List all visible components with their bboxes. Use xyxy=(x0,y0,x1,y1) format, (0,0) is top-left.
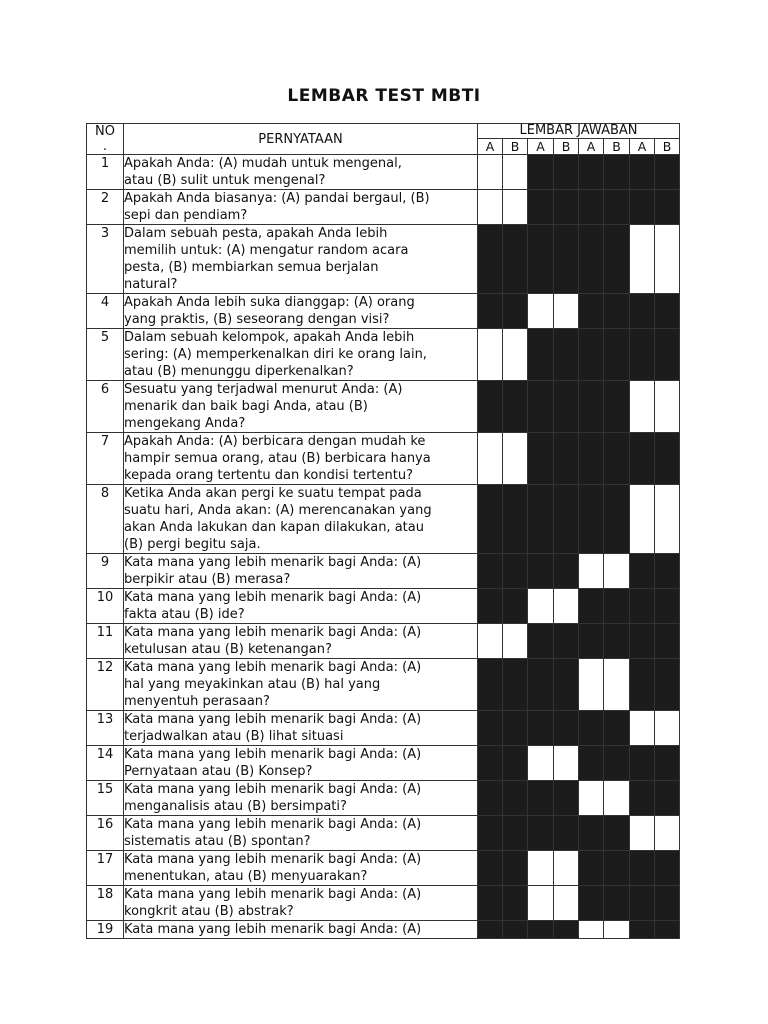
row-number: 19 xyxy=(87,921,124,939)
shaded-cell xyxy=(528,225,554,294)
shaded-cell xyxy=(478,816,503,851)
shaded-cell xyxy=(478,225,503,294)
shaded-cell xyxy=(630,746,655,781)
answer-box[interactable] xyxy=(554,886,579,921)
shaded-cell xyxy=(579,155,604,190)
answer-box[interactable] xyxy=(604,921,630,939)
question-text: Kata mana yang lebih menarik bagi Anda: (A) kongkrit atau (B) abstrak? xyxy=(124,886,478,921)
answer-box[interactable] xyxy=(478,433,503,485)
shaded-cell xyxy=(503,554,528,589)
question-text: Kata mana yang lebih menarik bagi Anda: (A) terjadwalkan atau (B) lihat situasi xyxy=(124,711,478,746)
table-row xyxy=(87,781,680,816)
shaded-cell xyxy=(630,155,655,190)
table-row xyxy=(87,554,680,589)
answer-box[interactable] xyxy=(630,711,655,746)
shaded-cell xyxy=(579,190,604,225)
answer-box[interactable] xyxy=(604,554,630,589)
shaded-cell xyxy=(528,554,554,589)
shaded-cell xyxy=(503,381,528,433)
answer-box[interactable] xyxy=(579,781,604,816)
answer-box[interactable] xyxy=(554,294,579,329)
shaded-cell xyxy=(554,711,579,746)
shaded-cell xyxy=(554,485,579,554)
header-answer-col: A xyxy=(579,139,604,155)
shaded-cell xyxy=(630,554,655,589)
answer-box[interactable] xyxy=(579,554,604,589)
shaded-cell xyxy=(655,155,680,190)
header-answer-col: B xyxy=(554,139,579,155)
shaded-cell xyxy=(579,433,604,485)
answer-box[interactable] xyxy=(655,485,680,554)
question-text: Dalam sebuah kelompok, apakah Anda lebih sering: (A) memperkenalkan diri ke orang lain, atau (B) menunggu diperkenalkan? xyxy=(124,329,478,381)
table-row xyxy=(87,381,680,433)
shaded-cell xyxy=(579,711,604,746)
header-no: NO . xyxy=(87,124,124,155)
table-row xyxy=(87,851,680,886)
shaded-cell xyxy=(604,225,630,294)
answer-box[interactable] xyxy=(503,329,528,381)
shaded-cell xyxy=(630,921,655,939)
shaded-cell xyxy=(655,659,680,711)
shaded-cell xyxy=(554,921,579,939)
question-text: Sesuatu yang terjadwal menurut Anda: (A) menarik dan baik bagi Anda, atau (B) mengekang Anda? xyxy=(124,381,478,433)
question-text: Apakah Anda: (A) mudah untuk mengenal, atau (B) sulit untuk mengenal? xyxy=(124,155,478,190)
shaded-cell xyxy=(655,294,680,329)
shaded-cell xyxy=(630,659,655,711)
shaded-cell xyxy=(528,381,554,433)
shaded-cell xyxy=(554,433,579,485)
row-number: 11 xyxy=(87,624,124,659)
shaded-cell xyxy=(630,851,655,886)
answer-box[interactable] xyxy=(528,746,554,781)
shaded-cell xyxy=(528,816,554,851)
row-number: 12 xyxy=(87,659,124,711)
header-lembar-jawaban: LEMBAR JAWABAN xyxy=(478,124,680,139)
header-pernyataan: PERNYATAAN xyxy=(124,124,478,155)
shaded-cell xyxy=(604,746,630,781)
answer-box[interactable] xyxy=(630,381,655,433)
shaded-cell xyxy=(478,886,503,921)
shaded-cell xyxy=(604,589,630,624)
question-text: Dalam sebuah pesta, apakah Anda lebih memilih untuk: (A) mengatur random acara pesta, (B) membiarkan semua berjalan natural? xyxy=(124,225,478,294)
shaded-cell xyxy=(528,711,554,746)
shaded-cell xyxy=(478,554,503,589)
question-text: Apakah Anda: (A) berbicara dengan mudah ke hampir semua orang, atau (B) berbicara hanya kepada orang tertentu dan kondisi tertentu? xyxy=(124,433,478,485)
shaded-cell xyxy=(630,329,655,381)
header-answer-col: B xyxy=(604,139,630,155)
shaded-cell xyxy=(604,886,630,921)
shaded-cell xyxy=(554,659,579,711)
mbti-answer-table xyxy=(86,123,680,939)
answer-box[interactable] xyxy=(554,746,579,781)
shaded-cell xyxy=(655,746,680,781)
row-number: 8 xyxy=(87,485,124,554)
shaded-cell xyxy=(554,554,579,589)
shaded-cell xyxy=(630,433,655,485)
shaded-cell xyxy=(604,294,630,329)
table-row xyxy=(87,711,680,746)
shaded-cell xyxy=(478,659,503,711)
answer-box[interactable] xyxy=(655,711,680,746)
row-number: 6 xyxy=(87,381,124,433)
table-row xyxy=(87,433,680,485)
shaded-cell xyxy=(528,781,554,816)
row-number: 16 xyxy=(87,816,124,851)
shaded-cell xyxy=(503,711,528,746)
row-number: 7 xyxy=(87,433,124,485)
question-text: Kata mana yang lebih menarik bagi Anda: (A) sistematis atau (B) spontan? xyxy=(124,816,478,851)
shaded-cell xyxy=(528,329,554,381)
shaded-cell xyxy=(579,381,604,433)
answer-box[interactable] xyxy=(554,851,579,886)
shaded-cell xyxy=(528,190,554,225)
answer-box[interactable] xyxy=(655,225,680,294)
shaded-cell xyxy=(630,294,655,329)
table-row xyxy=(87,921,680,939)
table-row xyxy=(87,329,680,381)
question-text: Kata mana yang lebih menarik bagi Anda: (A) ketulusan atau (B) ketenangan? xyxy=(124,624,478,659)
row-number: 2 xyxy=(87,190,124,225)
row-number: 15 xyxy=(87,781,124,816)
question-text: Apakah Anda lebih suka dianggap: (A) orang yang praktis, (B) seseorang dengan visi? xyxy=(124,294,478,329)
row-number: 1 xyxy=(87,155,124,190)
shaded-cell xyxy=(655,554,680,589)
shaded-cell xyxy=(604,624,630,659)
question-text: Kata mana yang lebih menarik bagi Anda: (A) Pernyataan atau (B) Konsep? xyxy=(124,746,478,781)
answer-box[interactable] xyxy=(554,589,579,624)
question-text: Apakah Anda biasanya: (A) pandai bergaul, (B) sepi dan pendiam? xyxy=(124,190,478,225)
shaded-cell xyxy=(604,485,630,554)
shaded-cell xyxy=(503,851,528,886)
shaded-cell xyxy=(579,485,604,554)
shaded-cell xyxy=(503,659,528,711)
shaded-cell xyxy=(655,190,680,225)
shaded-cell xyxy=(478,589,503,624)
header-answer-col: A xyxy=(528,139,554,155)
shaded-cell xyxy=(579,329,604,381)
table-row xyxy=(87,659,680,711)
answer-box[interactable] xyxy=(503,190,528,225)
shaded-cell xyxy=(554,781,579,816)
answer-box[interactable] xyxy=(655,816,680,851)
answer-box[interactable] xyxy=(478,329,503,381)
shaded-cell xyxy=(528,624,554,659)
row-number: 10 xyxy=(87,589,124,624)
table-row xyxy=(87,886,680,921)
shaded-cell xyxy=(630,886,655,921)
shaded-cell xyxy=(478,381,503,433)
shaded-cell xyxy=(604,711,630,746)
table-row xyxy=(87,225,680,294)
table-row xyxy=(87,589,680,624)
shaded-cell xyxy=(528,433,554,485)
row-number: 17 xyxy=(87,851,124,886)
answer-box[interactable] xyxy=(503,155,528,190)
header-answer-col: A xyxy=(478,139,503,155)
shaded-cell xyxy=(579,589,604,624)
question-text: Kata mana yang lebih menarik bagi Anda: (A) xyxy=(124,921,478,939)
shaded-cell xyxy=(478,294,503,329)
shaded-cell xyxy=(630,589,655,624)
shaded-cell xyxy=(554,816,579,851)
shaded-cell xyxy=(604,851,630,886)
shaded-cell xyxy=(655,886,680,921)
shaded-cell xyxy=(655,433,680,485)
question-text: Kata mana yang lebih menarik bagi Anda: (A) fakta atau (B) ide? xyxy=(124,589,478,624)
table-row xyxy=(87,155,680,190)
answer-box[interactable] xyxy=(630,485,655,554)
shaded-cell xyxy=(630,624,655,659)
shaded-cell xyxy=(503,225,528,294)
row-number: 5 xyxy=(87,329,124,381)
shaded-cell xyxy=(604,155,630,190)
answer-box[interactable] xyxy=(528,589,554,624)
shaded-cell xyxy=(503,886,528,921)
shaded-cell xyxy=(554,624,579,659)
shaded-cell xyxy=(579,746,604,781)
shaded-cell xyxy=(478,781,503,816)
shaded-cell xyxy=(503,485,528,554)
shaded-cell xyxy=(655,921,680,939)
shaded-cell xyxy=(655,781,680,816)
shaded-cell xyxy=(503,746,528,781)
shaded-cell xyxy=(478,921,503,939)
shaded-cell xyxy=(503,589,528,624)
header-answer-col: B xyxy=(503,139,528,155)
answer-box[interactable] xyxy=(478,624,503,659)
answer-box[interactable] xyxy=(630,225,655,294)
table-row xyxy=(87,294,680,329)
answer-box[interactable] xyxy=(528,851,554,886)
row-number: 13 xyxy=(87,711,124,746)
shaded-cell xyxy=(528,921,554,939)
shaded-cell xyxy=(579,816,604,851)
shaded-cell xyxy=(655,851,680,886)
table-row xyxy=(87,190,680,225)
question-text: Kata mana yang lebih menarik bagi Anda: (A) berpikir atau (B) merasa? xyxy=(124,554,478,589)
shaded-cell xyxy=(604,816,630,851)
shaded-cell xyxy=(579,851,604,886)
answer-box[interactable] xyxy=(579,659,604,711)
answer-box[interactable] xyxy=(655,381,680,433)
row-number: 18 xyxy=(87,886,124,921)
row-number: 14 xyxy=(87,746,124,781)
shaded-cell xyxy=(604,329,630,381)
shaded-cell xyxy=(478,711,503,746)
shaded-cell xyxy=(478,485,503,554)
shaded-cell xyxy=(503,921,528,939)
shaded-cell xyxy=(655,624,680,659)
answer-box[interactable] xyxy=(528,294,554,329)
page-title: LEMBAR TEST MBTI xyxy=(287,86,481,106)
shaded-cell xyxy=(528,485,554,554)
shaded-cell xyxy=(554,329,579,381)
answer-box[interactable] xyxy=(630,816,655,851)
shaded-cell xyxy=(579,225,604,294)
answer-box[interactable] xyxy=(604,781,630,816)
answer-box[interactable] xyxy=(503,624,528,659)
shaded-cell xyxy=(503,294,528,329)
table-row xyxy=(87,816,680,851)
shaded-cell xyxy=(655,329,680,381)
shaded-cell xyxy=(528,155,554,190)
question-text: Kata mana yang lebih menarik bagi Anda: (A) hal yang meyakinkan atau (B) hal yang menyentuh perasaan? xyxy=(124,659,478,711)
shaded-cell xyxy=(579,886,604,921)
row-number: 4 xyxy=(87,294,124,329)
question-text: Kata mana yang lebih menarik bagi Anda: (A) menganalisis atau (B) bersimpati? xyxy=(124,781,478,816)
answer-box[interactable] xyxy=(478,155,503,190)
question-text: Kata mana yang lebih menarik bagi Anda: (A) menentukan, atau (B) menyuarakan? xyxy=(124,851,478,886)
shaded-cell xyxy=(604,381,630,433)
shaded-cell xyxy=(579,624,604,659)
shaded-cell xyxy=(630,781,655,816)
shaded-cell xyxy=(554,225,579,294)
row-number: 3 xyxy=(87,225,124,294)
table-row xyxy=(87,485,680,554)
answer-box[interactable] xyxy=(604,659,630,711)
shaded-cell xyxy=(528,659,554,711)
shaded-cell xyxy=(604,190,630,225)
answer-box[interactable] xyxy=(528,886,554,921)
header-answer-col: A xyxy=(630,139,655,155)
shaded-cell xyxy=(478,746,503,781)
shaded-cell xyxy=(503,781,528,816)
shaded-cell xyxy=(478,851,503,886)
header-answer-col: B xyxy=(655,139,680,155)
table-row xyxy=(87,624,680,659)
answer-box[interactable] xyxy=(503,433,528,485)
shaded-cell xyxy=(630,190,655,225)
shaded-cell xyxy=(655,589,680,624)
shaded-cell xyxy=(579,294,604,329)
shaded-cell xyxy=(554,190,579,225)
question-text: Ketika Anda akan pergi ke suatu tempat pada suatu hari, Anda akan: (A) merencanakan yang akan Anda lakukan dan kapan dilakukan, atau (B) pergi begitu saja. xyxy=(124,485,478,554)
answer-box[interactable] xyxy=(478,190,503,225)
table-row xyxy=(87,746,680,781)
answer-box[interactable] xyxy=(579,921,604,939)
shaded-cell xyxy=(554,155,579,190)
shaded-cell xyxy=(604,433,630,485)
shaded-cell xyxy=(554,381,579,433)
shaded-cell xyxy=(503,816,528,851)
row-number: 9 xyxy=(87,554,124,589)
